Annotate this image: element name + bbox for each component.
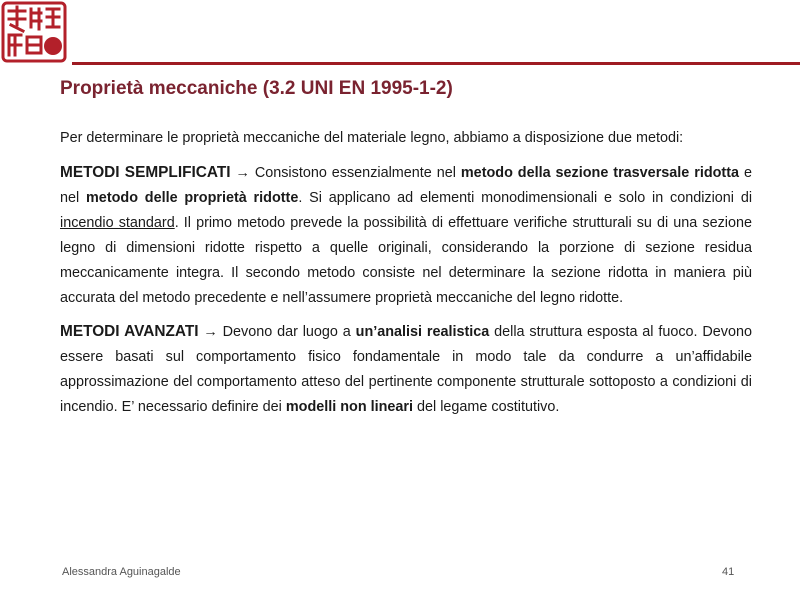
text-run: . Si applicano ad elementi monodimensionali e solo in condizioni di: [298, 190, 753, 206]
text-run: Devono dar luogo a: [217, 324, 356, 340]
text-run: e nel: [60, 165, 752, 206]
header-rule: [72, 62, 800, 65]
text-run: del legame costitutivo.: [413, 399, 560, 415]
heading-metodi-semplificati: METODI SEMPLIFICATI: [60, 164, 231, 181]
text-run: della struttura esposta al fuoco. Devono essere basati sul comportamento fisico fondamentale in modo tale da condurre a un’affidabile approssimazione del comportamento atteso del pertinente componente strutturale sottoposto a condizioni di incendio. E’ necessario definire dei: [60, 324, 753, 415]
text-run: Consistono essenzialmente nel: [249, 165, 461, 181]
slide-title: Proprietà meccaniche (3.2 UNI EN 1995-1-2): [60, 78, 453, 99]
heading-metodi-avanzati: METODI AVANZATI: [60, 323, 199, 340]
bold-term: un’analisi realistica: [355, 324, 490, 340]
intro-paragraph: Per determinare le proprietà meccaniche del materiale legno, abbiamo a disposizione due metodi:: [60, 130, 684, 146]
arrow-right-icon: →: [235, 165, 250, 181]
slide-body: [60, 126, 752, 428]
footer-author: Alessandra Aguinagalde: [62, 566, 181, 578]
paragraph-metodi-semplificati: [60, 160, 752, 311]
paragraph-metodi-avanzati: [60, 319, 752, 420]
text-run: . Il primo metodo prevede la possibilità di effettuare verifiche strutturali su di una sezione legno di dimensioni ridotte rispetto a quelle originali, considerando la porzione di sezione residua meccanicamente integra. Il secondo metodo consiste nel determinare la sezione ridotta in maniera più accurata del metodo precedente e nell’assumere proprietà meccaniche del legno ridotte.: [60, 215, 752, 306]
bold-term: metodo della sezione trasversale ridotta: [460, 165, 740, 181]
bold-term: modelli non lineari: [285, 399, 413, 415]
page-number: 41: [722, 566, 735, 578]
bold-term: metodo delle proprietà ridotte: [86, 190, 299, 206]
underlined-term: incendio standard: [60, 215, 175, 231]
arrow-right-icon: →: [203, 324, 218, 340]
red-seal-logo-icon: [1, 1, 67, 63]
